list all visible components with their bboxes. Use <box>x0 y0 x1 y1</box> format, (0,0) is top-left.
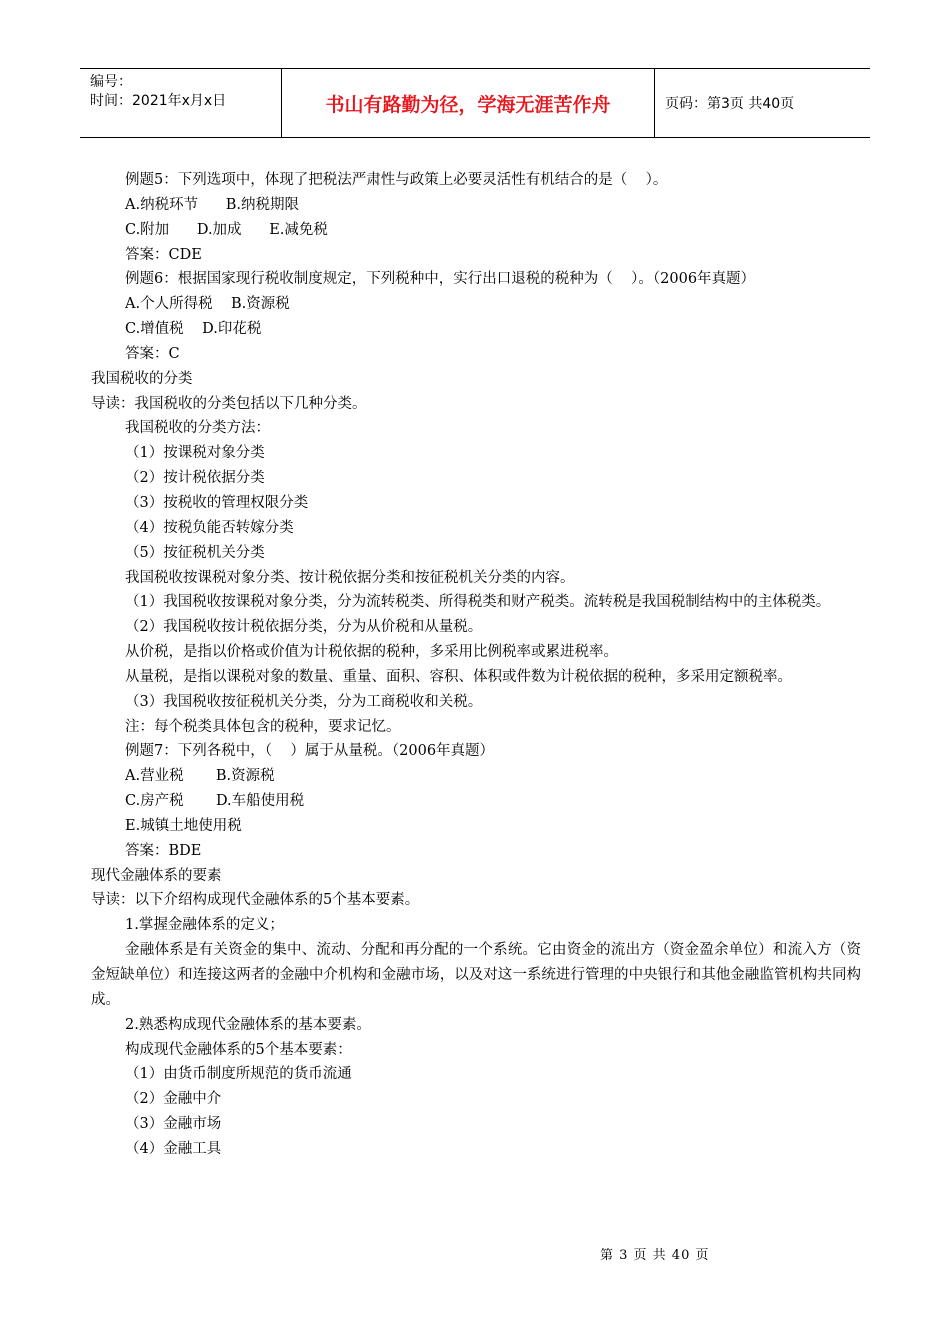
specific-tax-definition: 从量税，是指以课税对象的数量、重量、面积、容积、体积或件数为计税依据的税种，多采用定额税率。 <box>125 668 792 685</box>
header-page-label: 页码：第3页 共40页 <box>665 96 795 112</box>
section-heading-financial-system: 现代金融体系的要素 <box>91 867 222 884</box>
example-7-question: 例题7：下列各税中，（ ）属于从量税。（2006年真题） <box>125 743 495 760</box>
financial-system-definition-title: 1.掌握金融体系的定义； <box>125 917 284 934</box>
document-body <box>91 168 861 1162</box>
guide-tax-classification: 导读：我国税收的分类包括以下几种分类。 <box>91 395 367 412</box>
guide-financial-system: 导读：以下介绍构成现代金融体系的5个基本要素。 <box>91 892 420 909</box>
classification-by-object: （1）我国税收按课税对象分类，分为流转税类、所得税类和财产税类。流转税是我国税制结构中的主体税类。 <box>125 594 831 611</box>
example-7-options-cd: C.房产税 D.车船使用税 <box>125 793 305 810</box>
example-6-question: 例题6：根据国家现行税收制度规定，下列税种中，实行出口退税的税种为（ ）。（2006年真题） <box>125 271 756 288</box>
financial-system-definition: 金融体系是有关资金的集中、流动、分配和再分配的一个系统。它由资金的流出方（资金盈余单位）和流入方（资金短缺单位）和连接这两者的金融中介机构和金融市场，以及对这一系统进行管理的中央银行和其他金融监管机构共同构成。 <box>91 942 861 1008</box>
example-5-options-cde: C.附加 D.加成 E.减免税 <box>125 221 328 238</box>
list-item: （3）按税收的管理权限分类 <box>125 494 309 511</box>
section-heading-tax-classification: 我国税收的分类 <box>91 370 193 387</box>
example-5-answer: 答案：CDE <box>125 246 202 263</box>
list-item: （4）金融工具 <box>125 1140 222 1157</box>
header-motto: 书山有路勤为径，学海无涯苦作舟 <box>282 69 655 137</box>
classification-by-authority: （3）我国税收按征税机关分类，分为工商税收和关税。 <box>125 693 483 710</box>
example-6-options-cd: C.增值税 D.印花税 <box>125 321 262 338</box>
list-item: （1）按课税对象分类 <box>125 445 265 462</box>
classification-content-intro: 我国税收按课税对象分类、按计税依据分类和按征税机关分类的内容。 <box>125 569 575 586</box>
example-7-answer: 答案：BDE <box>125 842 202 859</box>
memory-note: 注：每个税类具体包含的税种，要求记忆。 <box>125 718 401 735</box>
page-footer: 第 3 页 共 40 页 <box>600 1248 710 1263</box>
page-header <box>80 68 870 138</box>
financial-system-elements-title: 2.熟悉构成现代金融体系的基本要素。 <box>125 1016 371 1033</box>
list-item: （2）按计税依据分类 <box>125 470 265 487</box>
example-5-options-ab: A.纳税环节 B.纳税期限 <box>125 196 299 213</box>
tax-classification-methods-title: 我国税收的分类方法： <box>125 420 270 437</box>
ad-valorem-definition: 从价税，是指以价格或价值为计税依据的税种，多采用比例税率或累进税率。 <box>125 644 618 661</box>
example-6-options-ab: A.个人所得税 B.资源税 <box>125 296 290 313</box>
list-item: （3）金融市场 <box>125 1116 222 1133</box>
list-item: （4）按税负能否转嫁分类 <box>125 519 294 536</box>
list-item: （1）由货币制度所规范的货币流通 <box>125 1066 352 1083</box>
time-label: 时间：2021年x月x日 <box>90 93 227 109</box>
example-6-answer: 答案：C <box>125 345 180 362</box>
example-5-question: 例题5：下列选项中，体现了把税法严肃性与政策上必要灵活性有机结合的是（ ）。 <box>125 172 668 188</box>
list-item: （2）金融中介 <box>125 1091 222 1108</box>
serial-label: 编号： <box>90 74 132 90</box>
classification-by-basis: （2）我国税收按计税依据分类，分为从价税和从量税。 <box>125 619 483 636</box>
example-7-options-ab: A.营业税 B.资源税 <box>125 768 275 785</box>
list-item: （5）按征税机关分类 <box>125 544 265 561</box>
financial-system-elements-intro: 构成现代金融体系的5个基本要素： <box>125 1041 352 1058</box>
header-info-cell <box>80 69 282 137</box>
example-7-option-e: E.城镇土地使用税 <box>125 817 242 834</box>
